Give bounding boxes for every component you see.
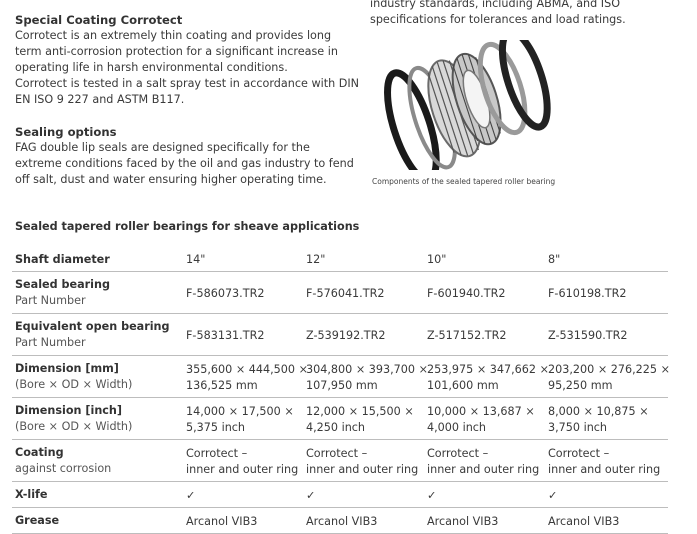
- table-cell: F-576041.TR2: [303, 272, 424, 314]
- table-cell: [183, 356, 308, 398]
- table-row: [12, 249, 668, 272]
- table-row: [12, 272, 668, 314]
- sealing-paragraph: FAG double lip seals are designed specifically for the extreme conditions faced by the oil and gas industry to fend off salt, dust and water ensuring higher operating time.: [15, 141, 354, 186]
- row-label: X-life: [12, 482, 183, 508]
- row-label: Dimension [mm]: [15, 362, 119, 375]
- table-cell: F-586073.TR2: [183, 272, 303, 314]
- table-row: [12, 398, 668, 440]
- cell-line: inner and outer ring: [548, 462, 661, 476]
- row-label-cell: [12, 398, 183, 440]
- table-cell: 10": [424, 249, 545, 272]
- table-cell: Arcanol VIB3: [424, 508, 545, 534]
- table-cell: [183, 398, 303, 440]
- coating-paragraph-2: Corrotect is tested in a salt spray test in accordance with DIN EN ISO 9 227 and ASTM B117.: [15, 77, 360, 106]
- cell-line: 101,600 mm: [427, 378, 499, 392]
- table-cell: Arcanol VIB3: [183, 508, 303, 534]
- table-cell: [545, 356, 668, 398]
- table-row: [12, 482, 668, 508]
- cell-line: Corrotect –: [306, 447, 368, 460]
- table-cell: Arcanol VIB3: [545, 508, 668, 534]
- table-title: Sealed tapered roller bearings for sheave applications: [15, 220, 360, 233]
- check-icon: ✓: [424, 482, 545, 508]
- row-sublabel: Part Number: [15, 293, 86, 307]
- cell-line: 355,600 × 444,500 ×: [186, 363, 308, 376]
- cell-line: 107,950 mm: [306, 378, 378, 392]
- cell-line: 8,000 × 10,875 ×: [548, 405, 649, 418]
- table-cell: 12": [303, 249, 424, 272]
- cell-line: 14,000 × 17,500 ×: [186, 405, 294, 418]
- bearing-components-image: [378, 40, 558, 170]
- cell-line: inner and outer ring: [186, 462, 299, 476]
- cell-line: 95,250 mm: [548, 378, 613, 392]
- row-label-cell: [12, 440, 183, 482]
- check-icon: ✓: [183, 482, 303, 508]
- table-row: [12, 440, 668, 482]
- cell-line: 304,800 × 393,700 ×: [306, 363, 428, 376]
- table-cell: [424, 440, 545, 482]
- cell-line: inner and outer ring: [306, 462, 419, 476]
- row-label: Dimension [inch]: [15, 404, 122, 417]
- cell-line: 12,000 × 15,500 ×: [306, 405, 414, 418]
- row-sublabel: (Bore × OD × Width): [15, 377, 133, 391]
- table-cell: Arcanol VIB3: [303, 508, 424, 534]
- figure-caption: Components of the sealed tapered roller bearing: [372, 177, 556, 186]
- cell-line: 4,250 inch: [306, 420, 366, 434]
- sealing-heading: Sealing options: [15, 125, 117, 139]
- table-row: [12, 314, 668, 356]
- row-label-cell: [12, 272, 183, 314]
- check-icon: ✓: [303, 482, 424, 508]
- row-label: Grease: [12, 508, 183, 534]
- table-cell: [424, 356, 549, 398]
- row-label-cell: [12, 356, 183, 398]
- table-cell: 8": [545, 249, 668, 272]
- cell-line: Corrotect –: [548, 447, 610, 460]
- table-cell: [303, 440, 424, 482]
- sealing-section: [15, 124, 360, 188]
- row-label: Sealed bearing: [15, 278, 110, 291]
- table-cell: Z-531590.TR2: [545, 314, 668, 356]
- table-cell: 14": [183, 249, 303, 272]
- table-row: [12, 356, 668, 398]
- cell-line: 136,525 mm: [186, 378, 258, 392]
- cell-line: Corrotect –: [427, 447, 489, 460]
- cell-line: 10,000 × 13,687 ×: [427, 405, 535, 418]
- row-label: Shaft diameter: [12, 249, 183, 272]
- cell-line: 5,375 inch: [186, 420, 246, 434]
- cell-line: Corrotect –: [186, 447, 248, 460]
- standards-text: industry standards, including ABMA, and ISO specifications for tolerances and load ratings.: [370, 0, 626, 26]
- table-cell: [183, 440, 303, 482]
- coating-heading: Special Coating Corrotect: [15, 13, 183, 27]
- table-cell: Z-539192.TR2: [303, 314, 424, 356]
- row-label-cell: [12, 314, 183, 356]
- row-sublabel: Part Number: [15, 335, 86, 349]
- coating-paragraph-1: Corrotect is an extremely thin coating and provides long term anti-corrosion protection for a significant increase in operating life in harsh environmental conditions.: [15, 29, 338, 74]
- coating-section: [15, 12, 360, 108]
- table-cell: [424, 398, 545, 440]
- table-cell: F-583131.TR2: [183, 314, 303, 356]
- cell-line: 203,200 × 276,225 ×: [548, 363, 670, 376]
- bearing-spec-table: [12, 249, 668, 534]
- row-sublabel: against corrosion: [15, 461, 112, 475]
- cell-line: 253,975 × 347,662 ×: [427, 363, 549, 376]
- table-cell: [545, 440, 668, 482]
- table-cell: F-610198.TR2: [545, 272, 668, 314]
- table-cell: [303, 356, 428, 398]
- table-cell: Z-517152.TR2: [424, 314, 545, 356]
- table-cell: [303, 398, 424, 440]
- row-sublabel: (Bore × OD × Width): [15, 419, 133, 433]
- cell-line: inner and outer ring: [427, 462, 540, 476]
- row-label: Coating: [15, 446, 64, 459]
- table-row: [12, 508, 668, 534]
- table-cell: F-601940.TR2: [424, 272, 545, 314]
- check-icon: ✓: [545, 482, 668, 508]
- cell-line: 4,000 inch: [427, 420, 487, 434]
- table-cell: [545, 398, 668, 440]
- cell-line: 3,750 inch: [548, 420, 608, 434]
- row-label: Equivalent open bearing: [15, 320, 170, 333]
